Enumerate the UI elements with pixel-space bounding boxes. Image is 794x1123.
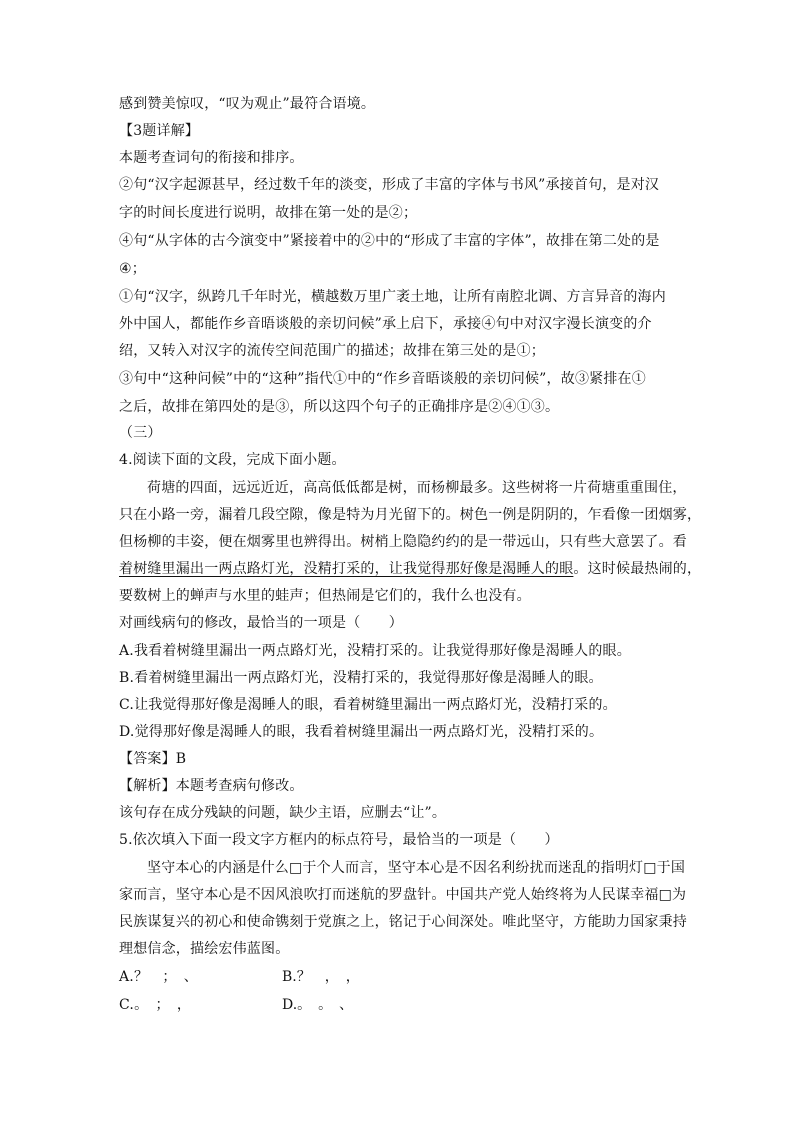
- text-line: 之后，故排在第四处的是③，所以这四个句子的正确排序是②④①③。: [119, 399, 560, 415]
- passage-text: 。这时候最热闹的，: [573, 561, 702, 577]
- passage-line: 只在小路一旁，漏着几段空隙，像是特为月光留下的。树色一例是阴阴的，乍看像一团烟雾，: [119, 507, 702, 523]
- option-b: B.？ ， ，: [282, 969, 360, 985]
- passage-line: 坚守本心的内涵是什么□于个人而言，坚守本心是不因名利纷扰而迷乱的指明灯□于国: [147, 860, 686, 876]
- question-title: 4.阅读下面的文段，完成下面小题。: [119, 452, 346, 468]
- text-line: ④句“从字体的古今演变中”紧接着中的②中的“形成了丰富的字体”，故排在第二处的是: [119, 233, 660, 249]
- text-line: 外中国人，都能作乡音晤谈般的亲切问候”承上启下，承接④句中对汉字漫长演变的介: [119, 316, 652, 332]
- passage-line: [119, 559, 701, 579]
- text-line: 感到赞美惊叹，“叹为观止”最符合语境。: [119, 96, 376, 112]
- passage-line: 家而言，坚守本心是不因风浪吹打而迷航的罗盘针。中国共产党人始终将为人民谋幸福□为: [119, 887, 687, 903]
- question-stem: 5.依次填入下面一段文字方框内的标点符号，最恰当的一项是（ ）: [119, 832, 559, 848]
- answer-label: 【答案】B: [119, 751, 187, 767]
- question-stem: 对画线病句的修改，最恰当的一项是（ ）: [119, 615, 403, 631]
- option-d: D.。 。 、: [282, 997, 354, 1013]
- text-line: 本题考查词句的衔接和排序。: [119, 150, 304, 166]
- text-line: 字的时间长度进行说明，故排在第一处的是②；: [119, 205, 418, 221]
- option-b: B.看着树缝里漏出一两点路灯光，没精打采的，我觉得那好像是渴睡人的眼。: [119, 670, 603, 686]
- passage-line: 要数树上的蝉声与水里的蛙声；但热闹是它们的，我什么也没有。: [119, 588, 531, 604]
- analysis-label: 【解析】本题考查病句修改。: [119, 778, 304, 794]
- passage-line: 民族谋复兴的初心和使命镌刻于党旗之上，铭记于心间深处。唯此坚守，方能助力国家秉持: [119, 914, 687, 930]
- text-line: 绍，又转入对汉字的流传空间范围广的描述；故排在第三处的是①；: [119, 343, 545, 359]
- section-heading: 【3题详解】: [119, 123, 200, 139]
- text-line: ①句“汉字，纵跨几千年时光，横越数万里广袤土地，让所有南腔北调、方言异音的海内: [119, 289, 666, 305]
- explanation-text: 该句存在成分残缺的问题，缺少主语，应删去“让”。: [119, 805, 447, 821]
- text-line: ②句“汉字起源甚早，经过数千年的淡变，形成了丰富的字体与书风”承接首句，是对汉: [119, 177, 660, 193]
- option-a: A.？ ； 、: [119, 969, 198, 985]
- text-line: ④；: [119, 261, 146, 277]
- passage-line: 理想信念，描绘宏伟蓝图。: [119, 941, 290, 957]
- option-a: A.我看着树缝里漏出一两点路灯光，没精打采的。让我觉得那好像是渴睡人的眼。: [119, 643, 631, 659]
- underlined-sentence: 着树缝里漏出一两点路灯光，没精打采的，让我觉得那好像是渴睡人的眼: [119, 561, 574, 577]
- option-d: D.觉得那好像是渴睡人的眼，我看着树缝里漏出一两点路灯光，没精打采的。: [119, 724, 604, 740]
- option-c: C.。 ； ，: [119, 997, 192, 1013]
- text-line: ③句中“这种问候”中的“这种”指代①中的“作乡音晤谈般的亲切问候”，故③紧排在①: [119, 371, 646, 387]
- passage-line: 荷塘的四面，远远近近，高高低低都是树，而杨柳最多。这些树将一片荷塘重重围住，: [147, 480, 687, 496]
- option-c: C.让我觉得那好像是渴睡人的眼，看着树缝里漏出一两点路灯光，没精打采的。: [119, 697, 617, 713]
- passage-line: 但杨柳的丰姿，便在烟雾里也辨得出。树梢上隐隐约约的是一带远山，只有些大意罢了。看: [119, 534, 687, 550]
- section-marker: （三）: [119, 425, 162, 441]
